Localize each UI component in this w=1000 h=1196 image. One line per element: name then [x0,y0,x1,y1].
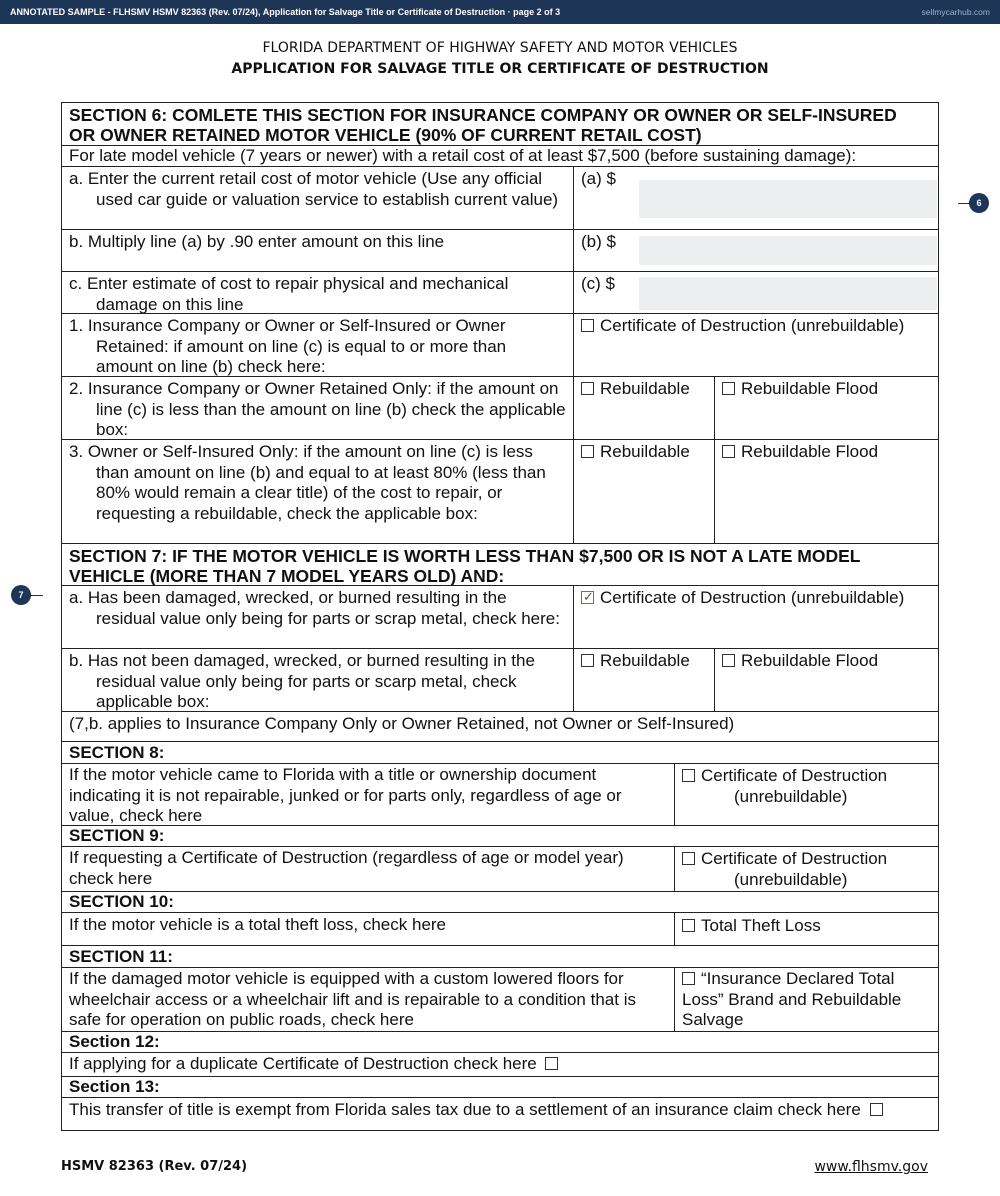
section8-heading: SECTION 8: [69,743,165,762]
section6-item2-text: 2. Insurance Company or Owner Retained Only: if the amount on line (c) is less than the amount on line (b) check the applicable box: [69,379,566,439]
section7-b-rebuildable-label: Rebuildable [600,651,690,670]
line-a-input[interactable] [639,180,937,218]
section7-note: (7,b. applies to Insurance Company Only or Owner Retained, not Owner or Self-Insured) [69,714,735,733]
section6-heading-row [62,103,938,145]
section6-item1-text: 1. Insurance Company or Owner or Self-Insured or Owner Retained: if amount on line (c) is equal to or more than amount on line (b) check here: [69,316,507,376]
section6-line-c-row [62,271,938,313]
section8-cod-checkbox[interactable] [682,769,695,782]
section7-a-cod-label: Certificate of Destruction (unrebuildable) [600,588,905,607]
section7-line-b-text: b. Has not been damaged, wrecked, or burned resulting in the residual value only being for parts or scarp metal, check applicable box: [69,651,535,711]
section7-heading: SECTION 7: IF THE MOTOR VEHICLE IS WORTH LESS THAN $7,500 OR IS NOT A LATE MODEL VEHICLE (MORE THAN 7 MODEL YEARS OLD) AND: [69,546,861,586]
line-b-label: (b) $ [581,232,616,251]
section7-line-b-row [62,648,938,711]
item3-flood-cell [714,440,940,543]
site-name: sellmycarhub.com [921,7,990,17]
item1-cod-label: Certificate of Destruction (unrebuildable) [600,316,905,335]
total-theft-loss-checkbox[interactable] [682,919,695,932]
section8-heading-row [62,741,938,763]
section13-text: This transfer of title is exempt from Florida sales tax due to a settlement of an insurance claim check here [69,1100,861,1119]
section9-text: If requesting a Certificate of Destruction (regardless of age or model year) check here [69,848,624,888]
section6-line-a-row [62,166,938,229]
section7-a-cod-checkbox[interactable] [581,591,594,604]
section6-intro: For late model vehicle (7 years or newer) with a retail cost of at least $7,500 (before sustaining damage): [69,146,857,165]
section13-body [62,1098,938,1132]
section7-line-a-text: a. Has been damaged, wrecked, or burned resulting in the residual value only being for parts or scrap metal, check here: [69,588,560,628]
section11-option-cell [674,968,940,1031]
section8-option-cell [674,764,940,825]
section11-body-row [62,967,938,1031]
section11-heading-row [62,945,938,967]
line-c-input[interactable] [639,277,937,310]
section10-text: If the motor vehicle is a total theft loss, check here [69,915,447,934]
section7-b-rebuildable-checkbox[interactable] [581,654,594,667]
section9-heading-row [62,825,938,846]
form-title: APPLICATION FOR SALVAGE TITLE OR CERTIFICATE OF DESTRUCTION [231,61,769,77]
section8-text: If the motor vehicle came to Florida with a title or ownership document indicating it is not repairable, junked or for parts only, regardless of age or value, check here [69,765,622,825]
section13-body-row [62,1097,938,1132]
section12-body-row [62,1052,938,1076]
section7-b-rebuildable-cell [573,649,714,711]
section10-body-row [62,912,938,945]
marker-7-leader [30,595,43,596]
sales-tax-exempt-checkbox[interactable] [870,1103,883,1116]
section6-item3-text: 3. Owner or Self-Insured Only: if the amount on line (c) is less than amount on line (b) and equal to at least 80% (less than 80% would remain a clear title) of the cost to repair, or requesting a rebuildable, check the applicable box: [69,442,546,523]
annotation-marker-7[interactable]: 7 [11,585,31,605]
form-id: HSMV 82363 (Rev. 07/24) [61,1159,248,1174]
section6-line-a-text: a. Enter the current retail cost of motor vehicle (Use any official used car guide or valuation service to establish current value) [69,169,559,209]
section12-heading-row [62,1031,938,1052]
section8-body-row [62,763,938,825]
section7-b-flood-cell [714,649,940,711]
section9-cod-checkbox[interactable] [682,852,695,865]
item2-rebuildable-label: Rebuildable [600,379,690,398]
section6-item3-row [62,439,938,543]
form-table [61,102,939,1131]
section9-option-cell [674,847,940,891]
line-c-label: (c) $ [581,274,615,293]
item3-rebuildable-cell [573,440,714,543]
section6-line-c-text: c. Enter estimate of cost to repair physical and mechanical damage on this line [69,274,509,314]
annotation-marker-6[interactable]: 6 [969,193,989,213]
section9-body-row [62,846,938,891]
section6-intro-row [62,145,938,166]
item1-cod-checkbox[interactable] [581,319,594,332]
duplicate-cod-checkbox[interactable] [545,1057,558,1070]
agency-name: FLORIDA DEPARTMENT OF HIGHWAY SAFETY AND MOTOR VEHICLES [262,40,738,56]
item3-rebuildable-flood-label: Rebuildable Flood [741,442,879,461]
section9-option-line2: (unrebuildable) [734,869,848,889]
section7-heading-row [62,543,938,585]
section7-b-rebuildable-flood-checkbox[interactable] [722,654,735,667]
section10-option-cell [674,913,940,945]
section11-heading: SECTION 11: [69,947,173,966]
section6-line-b-text: b. Multiply line (a) by .90 enter amount on this line [69,232,445,251]
section7-line-a-row [62,585,938,648]
item2-rebuildable-cell [573,377,714,439]
section6-item2-row [62,376,938,439]
section7-b-rebuildable-flood-label: Rebuildable Flood [741,651,879,670]
item2-rebuildable-checkbox[interactable] [581,382,594,395]
annotation-top-bar [0,0,1000,24]
line-a-label: (a) $ [581,169,616,188]
section11-text: If the damaged motor vehicle is equipped with a custom lowered floors for wheelchair access or a wheelchair lift and is repairable to a condition that is safe for operation on public roads, check here [69,969,636,1029]
section12-body [62,1053,938,1076]
item3-rebuildable-checkbox[interactable] [581,445,594,458]
section7-note-row [62,711,938,741]
section9-option-line1: Certificate of Destruction [701,849,888,868]
total-theft-loss-label: Total Theft Loss [701,916,821,935]
item3-rebuildable-flood-checkbox[interactable] [722,445,735,458]
section11-option-label: “Insurance Declared Total Loss” Brand and Rebuildable Salvage [682,969,902,1029]
item2-flood-cell [714,377,940,439]
section6-heading: SECTION 6: COMLETE THIS SECTION FOR INSURANCE COMPANY OR OWNER OR SELF-INSURED OR OWNER RETAINED MOTOR VEHICLE (90% OF CURRENT RETAIL COST) [69,105,897,145]
section11-brand-checkbox[interactable] [682,972,695,985]
section12-heading: Section 12: [69,1032,160,1051]
item1-option-cell [573,314,940,376]
line-b-input[interactable] [639,236,937,265]
section8-option-line2: (unrebuildable) [734,786,848,806]
section6-item1-row [62,313,938,376]
item3-rebuildable-label: Rebuildable [600,442,690,461]
section6-line-b-row [62,229,938,271]
section13-heading: Section 13: [69,1077,160,1096]
section7-line-a-option-cell [573,586,940,648]
section10-heading-row [62,891,938,912]
section13-heading-row [62,1076,938,1097]
item2-rebuildable-flood-label: Rebuildable Flood [741,379,879,398]
section8-option-line1: Certificate of Destruction [701,766,888,785]
annotation-caption: ANNOTATED SAMPLE - FLHSMV HSMV 82363 (Rev. 07/24), Application for Salvage Title or Certificate of Destruction · page 2 of 3 [10,7,561,17]
section10-heading: SECTION 10: [69,892,174,911]
agency-website-link[interactable]: www.flhsmv.gov [814,1159,928,1175]
item2-rebuildable-flood-checkbox[interactable] [722,382,735,395]
section12-text: If applying for a duplicate Certificate of Destruction check here [69,1054,537,1073]
section9-heading: SECTION 9: [69,826,165,845]
